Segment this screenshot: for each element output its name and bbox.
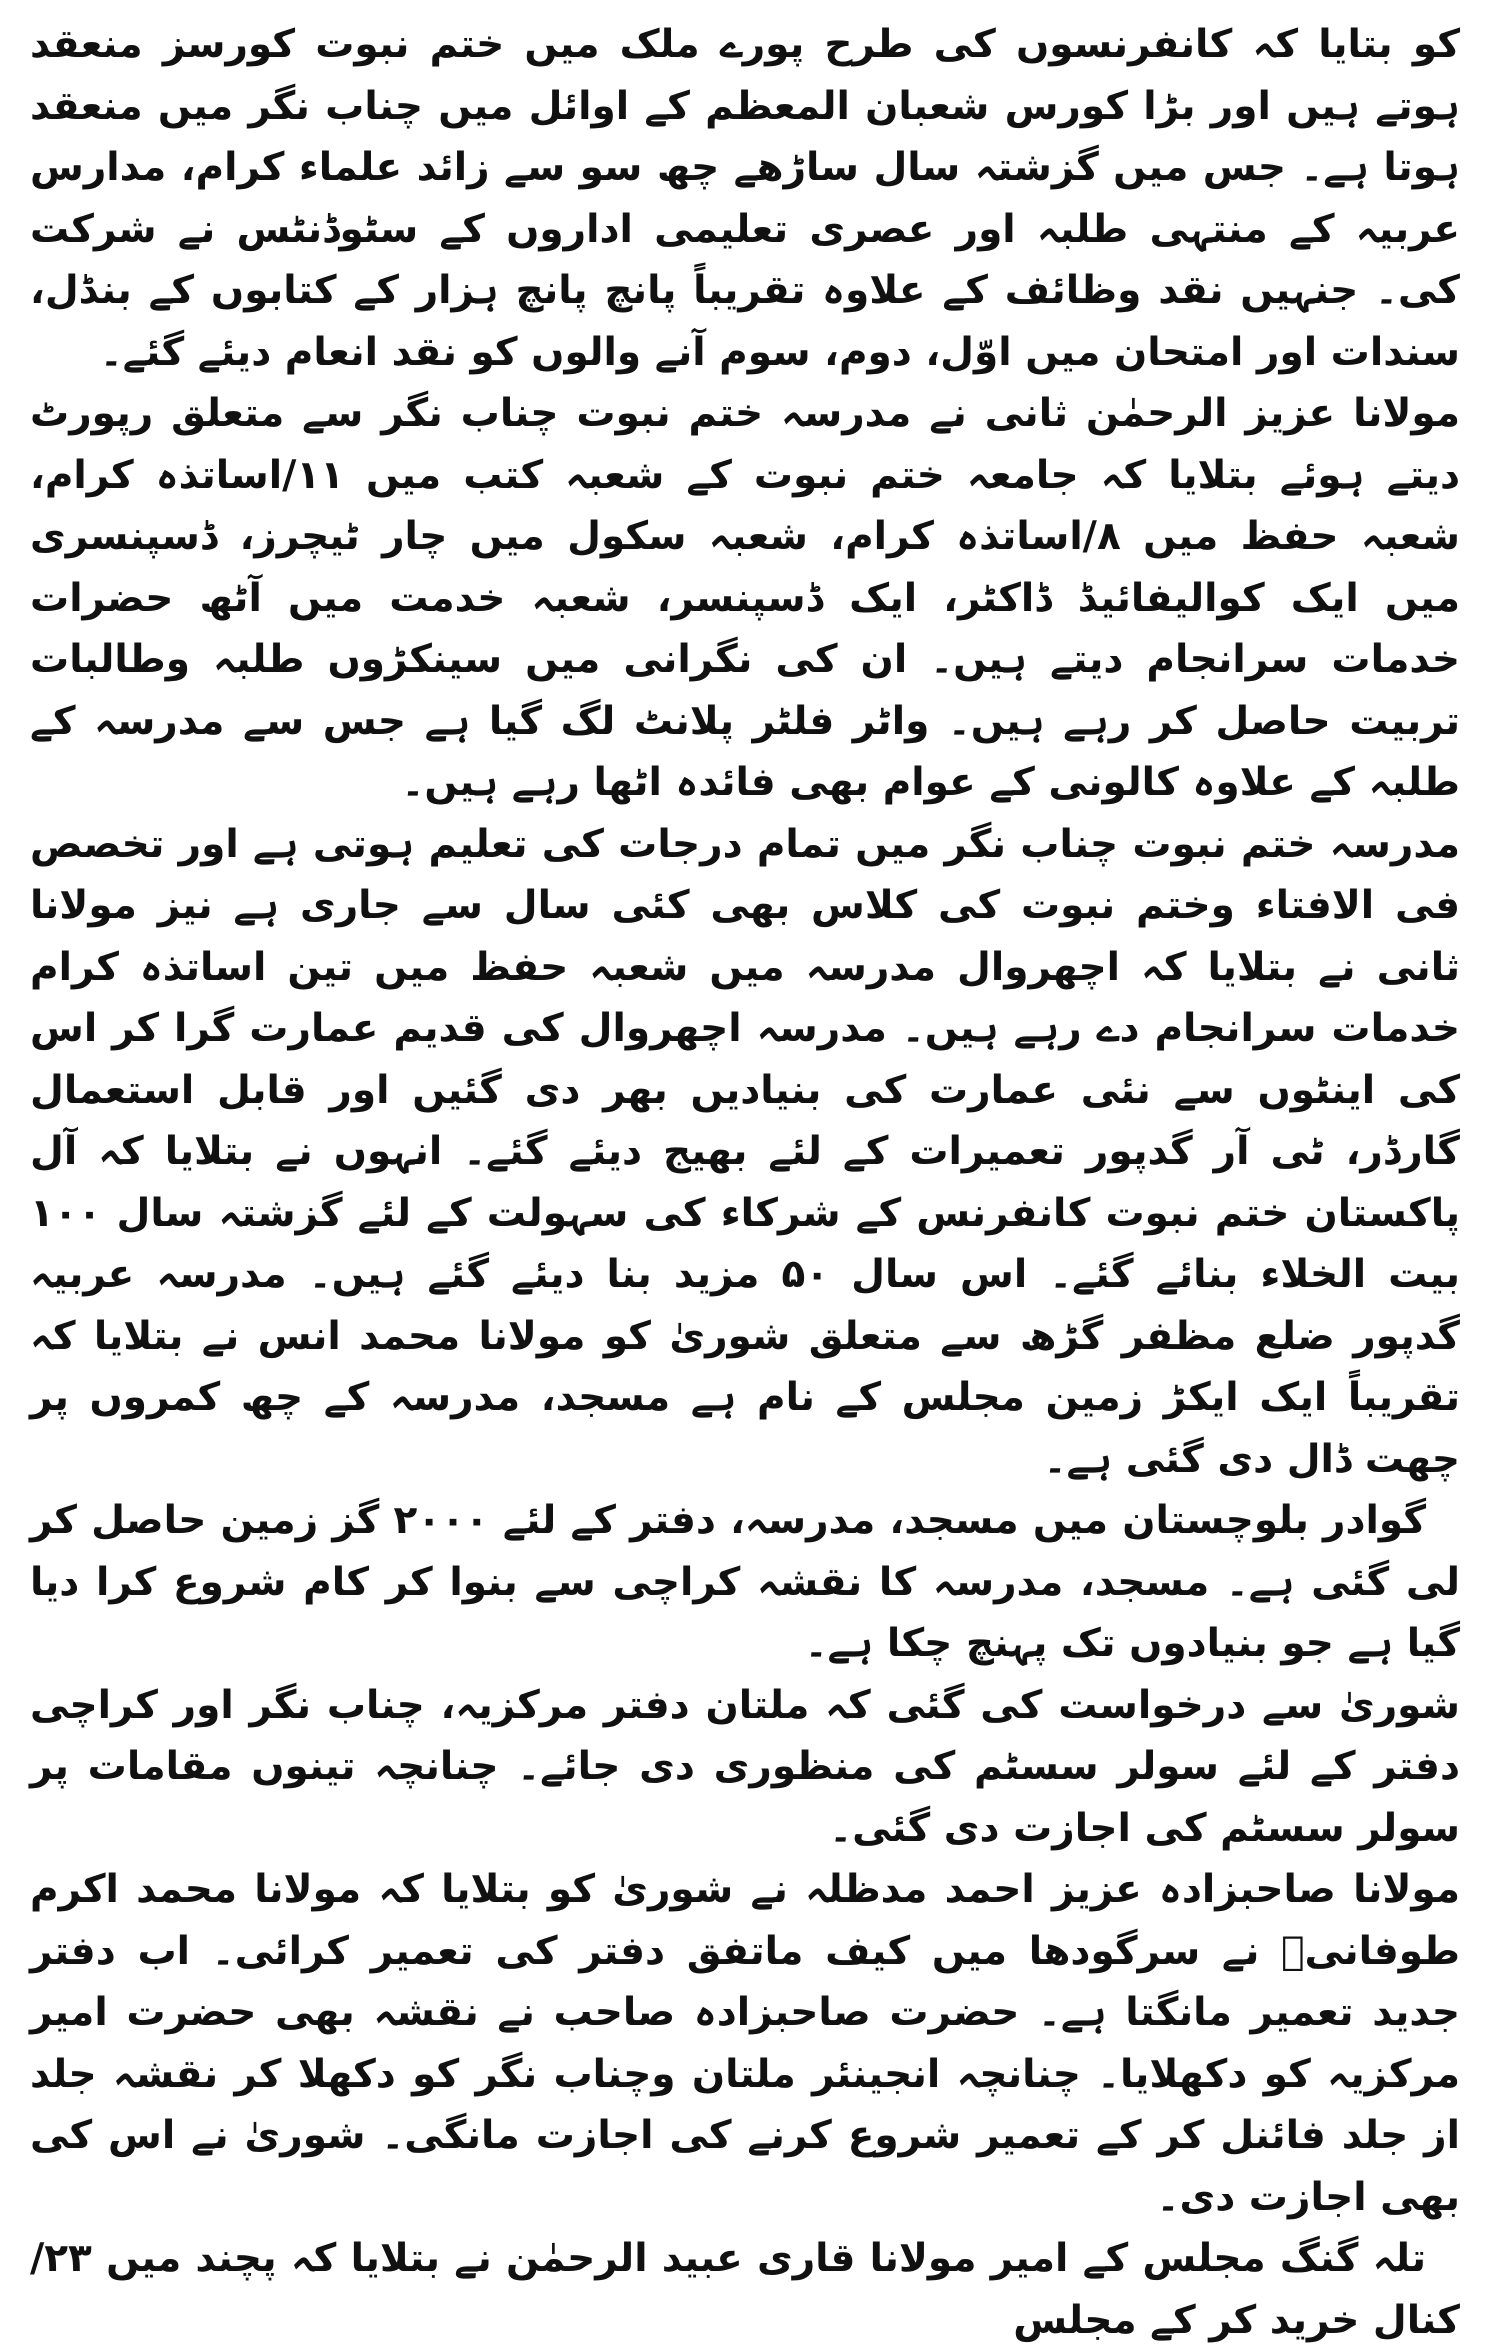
paragraph-madrasa-classes: مدرسہ ختم نبوت چناب نگر میں تمام درجات کی تعلیم ہوتی ہے اور تخصص فی الافتاء وختم نبوت کی کلاس بھی کئی سال سے جاری ہے نیز مولانا ثانی نے بتلایا کہ اچھروال مدرسہ میں شعبہ حفظ میں تین اساتذہ کرام خدمات سرانجام دے رہے ہیں۔ مدرسہ اچھروال کی قدیم عمارت گرا کر اس کی اینٹوں سے نئی عمارت کی بنیادیں بھر دی گئیں اور قابل استعمال گارڈر، ٹی آر گدپور تعمیرات کے لئے بھیج دیئے گئے۔ انہوں نے بتلایا کہ آل پاکستان ختم نبوت کانفرنس کے شرکاء کی سہولت کے لئے گزشتہ سال ۱۰۰ بیت الخلاء بنائے گئے۔ اس سال ۵۰ مزید بنا دیئے گئے ہیں۔ مدرسہ عربیہ گدپور ضلع مظفر گڑھ سے متعلق شوریٰ کو مولانا محمد انس نے بتلایا کہ تقریباً ایک ایکڑ زمین مجلس کے نام ہے مسجد، مدرسہ کے چھ کمروں پر چھت ڈال دی گئی ہے۔ [30,821,1460,1482]
paragraph-sargodha-office: مولانا صاحبزادہ عزیز احمد مدظلہ نے شوریٰ کو بتلایا کہ مولانا محمد اکرم طوفانیؒ نے سرگودھا میں کیف ماتفق دفتر کی تعمیر کرائی۔ اب دفتر جدید تعمیر مانگتا ہے۔ حضرت صاحبزادہ صاحب نے نقشہ بھی حضرت امیر مرکزیہ کو دکھلایا۔ چنانچہ انجینئر ملتان وچناب نگر کو دکھلا کر نقشہ جلد از جلد فائنل کر کے تعمیر شروع کرنے کی اجازت مانگی۔ شوریٰ نے اس کی بھی اجازت دی۔ [30,1867,1460,2220]
paragraph-talagang: تلہ گنگ مجلس کے امیر مولانا قاری عبید الرحمٰن نے بتلایا کہ پچند میں ۲۳/کنال خرید کر کے مجلس [30,2236,1460,2343]
article-body [30,14,1460,2351]
paragraph-gwadar: گوادر بلوچستان میں مسجد، مدرسہ، دفتر کے لئے ۲۰۰۰ گز زمین حاصل کر لی گئی ہے۔ مسجد، مدرسہ کا نقشہ کراچی سے بنوا کر کام شروع کرا دیا گیا ہے جو بنیادوں تک پہنچ چکا ہے۔ [30,1498,1460,1666]
paragraph-madrasa-report: مولانا عزیز الرحمٰن ثانی نے مدرسہ ختم نبوت چناب نگر سے متعلق رپورٹ دیتے ہوئے بتلایا کہ جامعہ ختم نبوت کے شعبہ کتب میں ۱۱/اساتذہ کرام، شعبہ حفظ میں ۸/اساتذہ کرام، شعبہ سکول میں چار ٹیچرز، ڈسپنسری میں ایک کوالیفائیڈ ڈاکٹر، ایک ڈسپنسر، شعبہ خدمت میں آٹھ حضرات خدمات سرانجام دیتے ہیں۔ ان کی نگرانی میں سینکڑوں طلبہ وطالبات تربیت حاصل کر رہے ہیں۔ واٹر فلٹر پلانٹ لگ گیا ہے جس سے مدرسہ کے طلبہ کے علاوہ کالونی کے عوام بھی فائدہ اٹھا رہے ہیں۔ [30,391,1461,805]
paragraph-courses: کو بتایا کہ کانفرنسوں کی طرح پورے ملک میں ختم نبوت کورسز منعقد ہوتے ہیں اور بڑا کورس شعبان المعظم کے اوائل میں چناب نگر میں منعقد ہوتا ہے۔ جس میں گزشتہ سال ساڑھے چھ سو سے زائد علماء کرام، مدارس عربیہ کے منتہی طلبہ اور عصری تعلیمی اداروں کے سٹوڈنٹس نے شرکت کی۔ جنہیں نقد وظائف کے علاوہ تقریباً پانچ پانچ ہزار کے کتابوں کے بنڈل، سندات اور امتحان میں اوّل، دوم، سوم آنے والوں کو نقد انعام دیئے گئے۔ [30,22,1460,375]
paragraph-solar-system: شوریٰ سے درخواست کی گئی کہ ملتان دفتر مرکزیہ، چناب نگر اور کراچی دفتر کے لئے سولر سسٹم کی منظوری دی جائے۔ چنانچہ تینوں مقامات پر سولر سسٹم کی اجازت دی گئی۔ [30,1682,1460,1851]
